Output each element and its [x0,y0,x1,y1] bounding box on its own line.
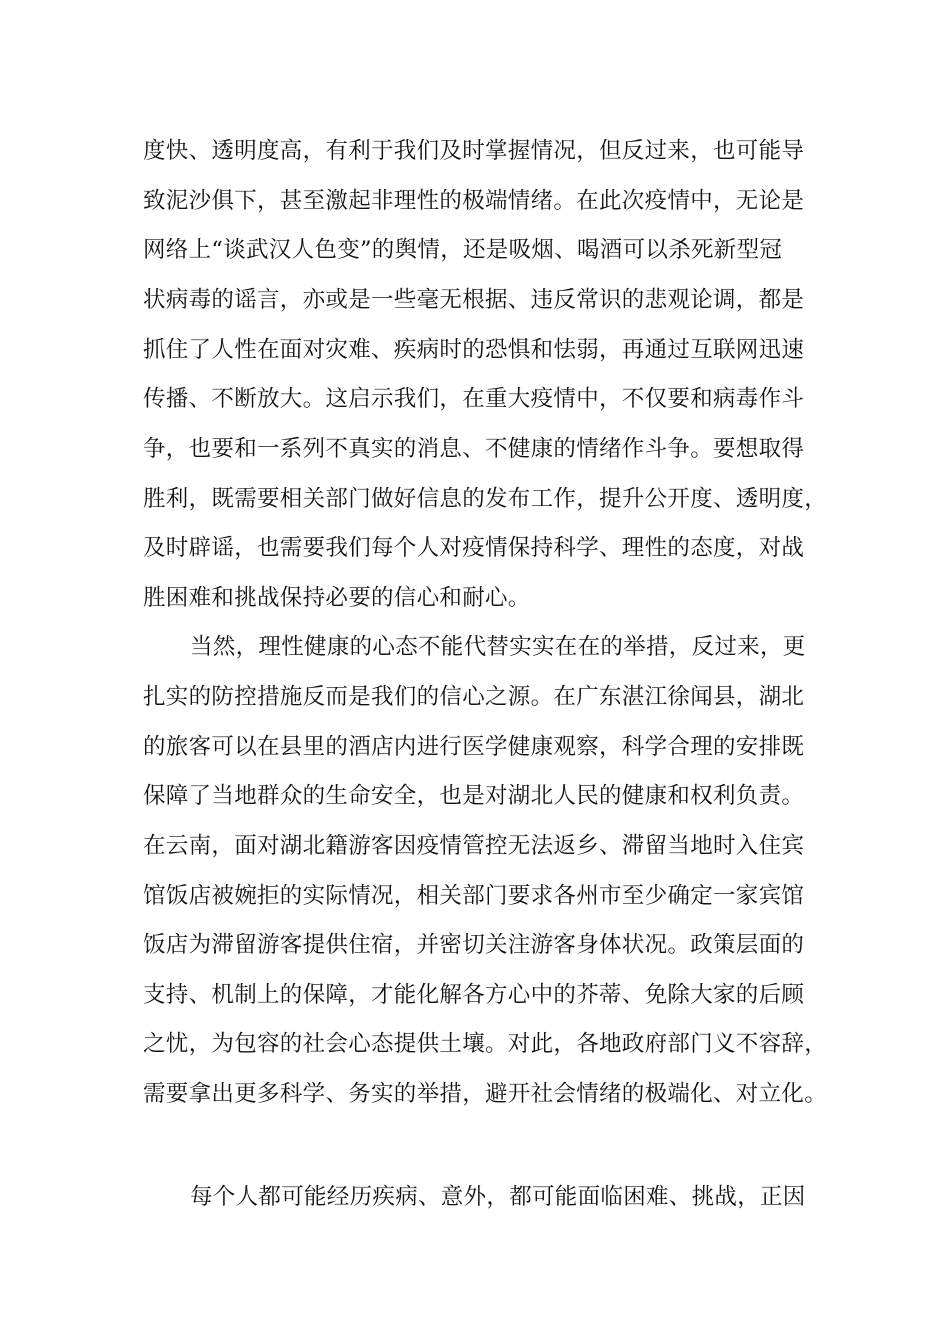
text-line: 及时辟谣，也需要我们每个人对疫情保持科学、理性的态度，对战 [143,535,805,561]
text-line: 在云南，面对湖北籍游客因疫情管控无法返乡、滞留当地时入住宾 [143,833,805,859]
text-line: 状病毒的谣言，亦或是一些毫无根据、违反常识的悲观论调，都是 [143,287,805,313]
text-line: 支持、机制上的保障，才能化解各方心中的芥蒂、免除大家的后顾 [143,982,805,1008]
text-line: 网络上“谈武汉人色变”的舆情，还是吸烟、喝酒可以杀死新型冠 [143,237,783,263]
text-line: 度快、透明度高，有利于我们及时掌握情况，但反过来，也可能导 [143,138,805,164]
text-line: 抓住了人性在面对灾难、疾病时的恐惧和怯弱，再通过互联网迅速 [143,337,805,363]
text-line: 传播、不断放大。这启示我们，在重大疫情中，不仅要和病毒作斗 [143,386,805,412]
text-line: 扎实的防控措施反而是我们的信心之源。在广东湛江徐闻县，湖北 [143,684,805,710]
text-line: 饭店为滞留游客提供住宿，并密切关注游客身体状况。政策层面的 [143,932,805,958]
text-line: 胜困难和挑战保持必要的信心和耐心。 [143,585,531,611]
text-line: 需要拿出更多科学、务实的举措，避开社会情绪的极端化、对立化。 [143,1081,828,1107]
text-line: 当然，理性健康的心态不能代替实实在在的举措，反过来，更 [190,634,806,660]
text-line: 保障了当地群众的生命安全，也是对湖北人民的健康和权利负责。 [143,783,805,809]
text-line: 每个人都可能经历疾病、意外，都可能面临困难、挑战，正因 [190,1184,806,1210]
text-line: 馆饭店被婉拒的实际情况，相关部门要求各州市至少确定一家宾馆 [143,883,805,909]
text-line: 的旅客可以在县里的酒店内进行医学健康观察，科学合理的安排既 [143,734,805,760]
text-line: 之忧，为包容的社会心态提供土壤。对此，各地政府部门义不容辞， [143,1031,828,1057]
text-line: 致泥沙俱下，甚至激起非理性的极端情绪。在此次疫情中，无论是 [143,188,805,214]
text-line: 争，也要和一系列不真实的消息、不健康的情绪作斗争。要想取得 [143,436,805,462]
text-line: 胜利，既需要相关部门做好信息的发布工作，提升公开度、透明度， [143,486,828,512]
